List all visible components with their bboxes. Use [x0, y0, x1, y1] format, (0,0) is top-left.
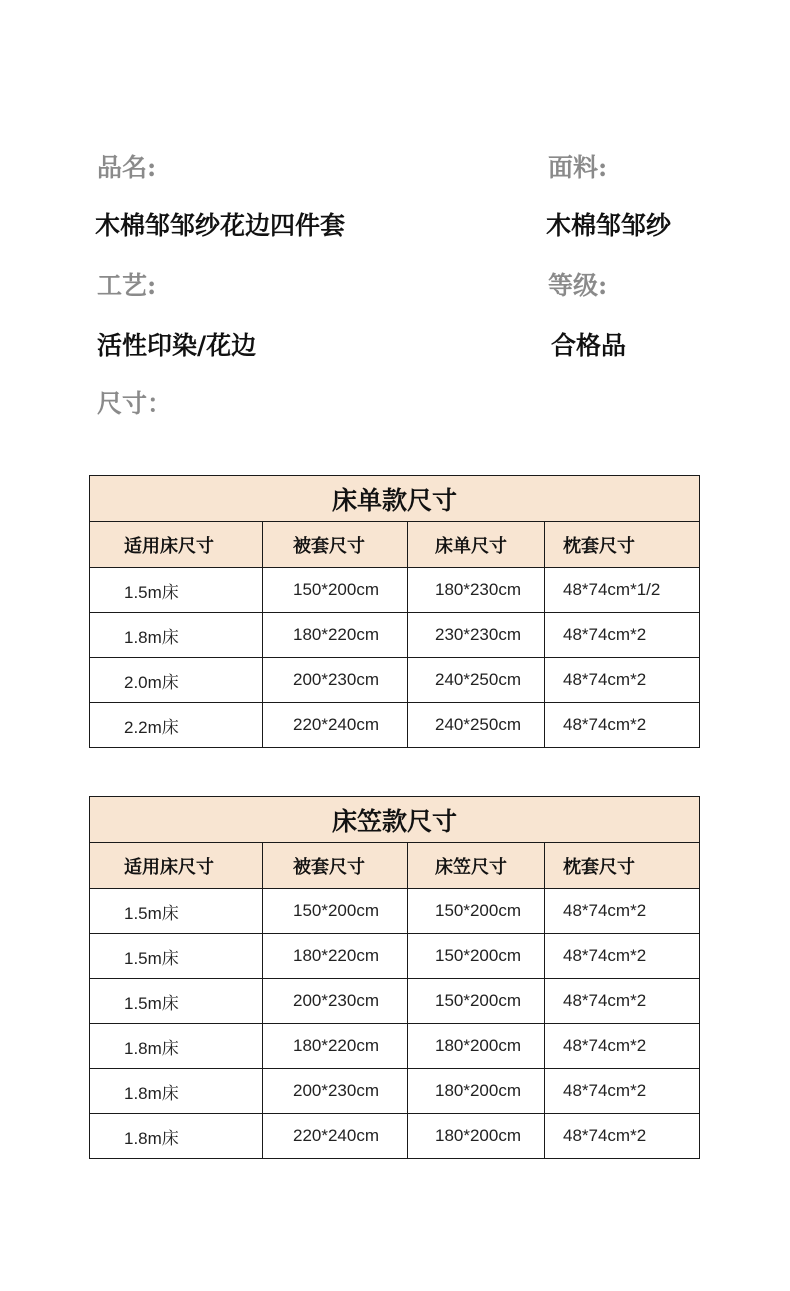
cell-duvet-size: 180*220cm: [263, 613, 408, 658]
cell-sheet-size: 230*230cm: [408, 613, 545, 658]
cell-bed-size: 1.5m床: [90, 889, 263, 934]
grade-label: 等级:: [548, 271, 608, 300]
header-bed-size: 适用床尺寸: [90, 843, 263, 889]
product-name-label: 品名:: [97, 153, 157, 182]
cell-duvet-size: 200*230cm: [263, 979, 408, 1024]
cell-fitted-size: 180*200cm: [408, 1024, 545, 1069]
cell-bed-size: 1.5m床: [90, 934, 263, 979]
cell-bed-size: 1.8m床: [90, 613, 263, 658]
table-row: [90, 1114, 700, 1159]
sheet-table-header: [90, 522, 700, 568]
cell-fitted-size: 150*200cm: [408, 889, 545, 934]
cell-bed-size: 2.2m床: [90, 703, 263, 748]
table-row: [90, 889, 700, 934]
cell-duvet-size: 220*240cm: [263, 703, 408, 748]
header-fitted-size: 床笠尺寸: [408, 843, 545, 889]
header-duvet-size: 被套尺寸: [263, 522, 408, 568]
fabric-value: 木棉邹邹纱: [546, 211, 672, 240]
table-row: [90, 979, 700, 1024]
cell-fitted-size: 150*200cm: [408, 979, 545, 1024]
craft-label: 工艺:: [97, 271, 157, 300]
table-row: [90, 1069, 700, 1114]
grade-value: 合格品: [551, 331, 627, 360]
table-row: [90, 568, 700, 613]
craft-value: 活性印染/花边: [97, 331, 257, 360]
table-row: [90, 658, 700, 703]
cell-bed-size: 1.5m床: [90, 979, 263, 1024]
cell-duvet-size: 200*230cm: [263, 658, 408, 703]
size-label: 尺寸：: [97, 389, 173, 418]
product-name-value: 木棉邹邹纱花边四件套: [95, 211, 346, 240]
cell-bed-size: 1.8m床: [90, 1024, 263, 1069]
cell-pillowcase-size: 48*74cm*2: [545, 934, 700, 979]
cell-pillowcase-size: 48*74cm*2: [545, 658, 700, 703]
fitted-table-header: [90, 843, 700, 889]
cell-duvet-size: 180*220cm: [263, 1024, 408, 1069]
fitted-size-table: [89, 796, 700, 1159]
cell-duvet-size: 220*240cm: [263, 1114, 408, 1159]
cell-bed-size: 1.8m床: [90, 1069, 263, 1114]
table-row: [90, 703, 700, 748]
cell-pillowcase-size: 48*74cm*2: [545, 703, 700, 748]
cell-bed-size: 1.8m床: [90, 1114, 263, 1159]
cell-bed-size: 2.0m床: [90, 658, 263, 703]
cell-duvet-size: 150*200cm: [263, 568, 408, 613]
cell-fitted-size: 150*200cm: [408, 934, 545, 979]
cell-duvet-size: 150*200cm: [263, 889, 408, 934]
cell-sheet-size: 180*230cm: [408, 568, 545, 613]
cell-fitted-size: 180*200cm: [408, 1069, 545, 1114]
table-row: [90, 934, 700, 979]
table-row: [90, 613, 700, 658]
cell-pillowcase-size: 48*74cm*2: [545, 1069, 700, 1114]
header-bed-size: 适用床尺寸: [90, 522, 263, 568]
cell-duvet-size: 180*220cm: [263, 934, 408, 979]
cell-pillowcase-size: 48*74cm*2: [545, 979, 700, 1024]
sheet-size-table: [89, 475, 700, 748]
cell-fitted-size: 180*200cm: [408, 1114, 545, 1159]
cell-bed-size: 1.5m床: [90, 568, 263, 613]
cell-duvet-size: 200*230cm: [263, 1069, 408, 1114]
cell-pillowcase-size: 48*74cm*2: [545, 1114, 700, 1159]
cell-pillowcase-size: 48*74cm*2: [545, 613, 700, 658]
fitted-table-title: 床笠款尺寸: [90, 797, 700, 843]
fabric-label: 面料:: [548, 153, 608, 182]
cell-pillowcase-size: 48*74cm*2: [545, 1024, 700, 1069]
header-sheet-size: 床单尺寸: [408, 522, 545, 568]
cell-sheet-size: 240*250cm: [408, 658, 545, 703]
sheet-table-title: 床单款尺寸: [90, 476, 700, 522]
header-pillowcase-size: 枕套尺寸: [545, 843, 700, 889]
cell-pillowcase-size: 48*74cm*2: [545, 889, 700, 934]
table-row: [90, 1024, 700, 1069]
cell-sheet-size: 240*250cm: [408, 703, 545, 748]
header-pillowcase-size: 枕套尺寸: [545, 522, 700, 568]
header-duvet-size: 被套尺寸: [263, 843, 408, 889]
cell-pillowcase-size: 48*74cm*1/2: [545, 568, 700, 613]
